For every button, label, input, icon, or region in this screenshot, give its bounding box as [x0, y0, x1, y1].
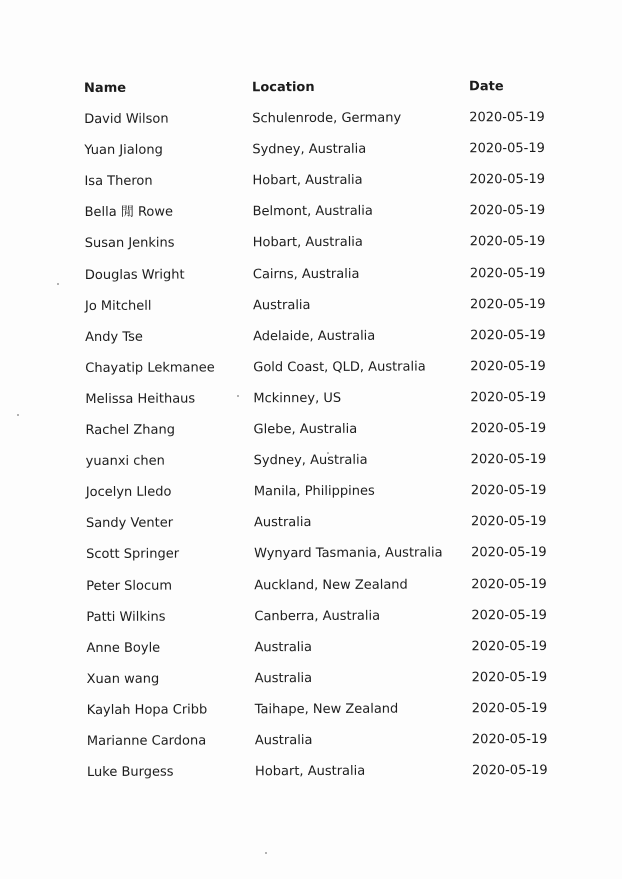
table-row — [84, 637, 554, 670]
cell-name: Chayatip Lekmanee — [85, 360, 215, 376]
table-row — [83, 357, 553, 390]
column-header-location: Location — [252, 79, 315, 96]
cell-location: Taihape, New Zealand — [254, 701, 399, 718]
cell-date: 2020-05-19 — [469, 265, 546, 281]
cell-location: Cairns, Australia — [252, 266, 360, 282]
cell-location: Hobart, Australia — [252, 235, 363, 251]
cell-location: Mckinney, US — [253, 390, 342, 407]
cell-date: 2020-05-19 — [470, 389, 546, 406]
scan-speck — [265, 852, 267, 854]
cell-location: Australia — [253, 515, 312, 531]
cell-location: Australia — [254, 732, 313, 749]
cell-name: Luke Burgess — [86, 764, 174, 781]
table-row — [83, 295, 553, 328]
cell-name: Kaylah Hopa Cribb — [86, 702, 208, 718]
table-row — [84, 606, 554, 639]
cell-name: Douglas Wright — [84, 267, 185, 283]
cell-name: Andy Tse — [85, 329, 143, 345]
cell-date: 2020-05-19 — [471, 731, 548, 748]
cell-date: 2020-05-19 — [469, 141, 545, 157]
column-header-date: Date — [469, 79, 504, 95]
cell-name: Marianne Cardona — [86, 733, 207, 749]
cell-name: Xuan wang — [86, 671, 160, 687]
table-row — [85, 730, 555, 763]
table-row — [84, 512, 554, 545]
cell-location: Hobart, Australia — [252, 173, 363, 189]
table-row — [84, 450, 554, 483]
scan-speck — [57, 283, 59, 285]
cell-location: Sydney, Australia — [252, 141, 367, 158]
cell-location: Sydney, Australia — [253, 452, 368, 469]
table-row — [83, 388, 553, 421]
cell-date: 2020-05-19 — [469, 172, 546, 188]
table-row — [84, 481, 554, 514]
table-row — [84, 574, 554, 607]
scan-speck — [17, 414, 19, 416]
cell-name: Jo Mitchell — [84, 298, 152, 314]
cell-date: 2020-05-19 — [469, 234, 546, 250]
cell-location: Gold Coast, QLD, Australia — [253, 359, 426, 376]
cell-location: Adelaide, Australia — [253, 328, 376, 345]
cell-name: yuanxi chen — [85, 453, 165, 470]
cell-name: Susan Jenkins — [84, 236, 175, 252]
cell-location: Auckland, New Zealand — [254, 577, 408, 593]
cell-name: Yuan Jialong — [84, 142, 163, 159]
table-row — [83, 326, 553, 359]
cell-location: Schulenrode, Germany — [252, 110, 402, 127]
table-row — [82, 108, 552, 141]
cell-name: Isa Theron — [84, 173, 153, 190]
cell-date: 2020-05-19 — [471, 638, 548, 654]
cell-date: 2020-05-19 — [471, 700, 548, 717]
cell-name: Rachel Zhang — [85, 422, 176, 439]
cell-location: Hobart, Australia — [254, 763, 366, 780]
cell-date: 2020-05-19 — [470, 327, 546, 344]
cell-location: Australia — [252, 297, 311, 313]
table-row — [85, 699, 555, 732]
cell-date: 2020-05-19 — [470, 358, 546, 375]
signatory-table — [82, 77, 555, 794]
cell-name: Melissa Heithaus — [85, 391, 196, 407]
cell-location: Glebe, Australia — [253, 421, 358, 438]
table-row — [83, 232, 553, 265]
cell-date: 2020-05-19 — [470, 514, 547, 530]
cell-name: Sandy Venter — [85, 515, 174, 532]
cell-date: 2020-05-19 — [469, 203, 546, 219]
cell-date: 2020-05-19 — [471, 607, 547, 623]
cell-name: Patti Wilkins — [86, 609, 166, 625]
cell-date: 2020-05-19 — [470, 483, 547, 499]
cell-location: Canberra, Australia — [254, 608, 381, 624]
column-header-name: Name — [84, 80, 127, 96]
cell-date: 2020-05-19 — [470, 452, 547, 468]
cell-name: Bella 閒 Rowe — [84, 204, 174, 221]
table-row — [83, 201, 553, 234]
cell-name: Anne Boyle — [86, 640, 161, 656]
table-row — [85, 761, 555, 794]
cell-name: Jocelyn Lledo — [85, 484, 172, 501]
table-header — [82, 77, 552, 110]
cell-location: Manila, Philippines — [253, 483, 375, 500]
table-row — [84, 543, 554, 576]
cell-location: Australia — [254, 670, 313, 687]
cell-location: Wynyard Tasmania, Australia — [254, 545, 443, 562]
cell-location: Belmont, Australia — [252, 204, 373, 220]
cell-date: 2020-05-19 — [470, 421, 547, 437]
cell-name: Peter Slocum — [86, 578, 173, 594]
table-row — [85, 668, 555, 701]
cell-date: 2020-05-19 — [469, 110, 545, 126]
cell-name: Scott Springer — [86, 546, 180, 563]
cell-location: Australia — [254, 639, 313, 655]
cell-date: 2020-05-19 — [469, 296, 546, 312]
cell-date: 2020-05-19 — [471, 763, 548, 779]
table-row — [82, 139, 552, 172]
table-body — [82, 108, 555, 794]
cell-date: 2020-05-19 — [471, 669, 548, 686]
cell-date: 2020-05-19 — [471, 576, 547, 592]
cell-name: David Wilson — [84, 111, 169, 128]
table-row — [83, 264, 553, 297]
table-row — [83, 419, 553, 452]
cell-date: 2020-05-19 — [471, 545, 547, 561]
table-row — [82, 170, 552, 203]
